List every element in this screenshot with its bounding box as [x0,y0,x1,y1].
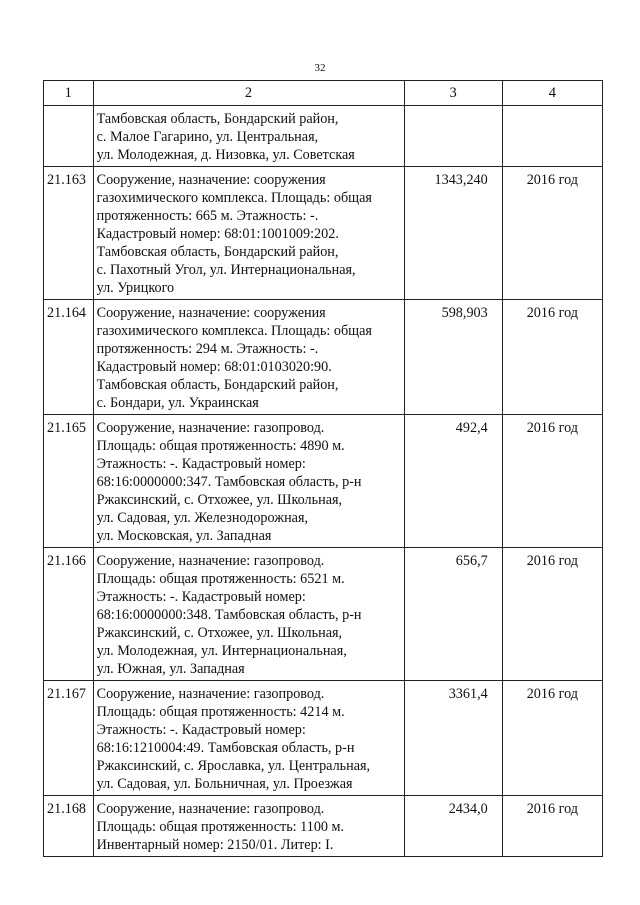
description-line: ул. Урицкого [96,280,175,296]
row-number: 21.168 [44,796,94,857]
description-line: ул. Садовая, ул. Железнодорожная, [96,510,309,526]
description-line: ул. Садовая, ул. Больничная, ул. Проезжая [96,776,353,792]
description-line: Сооружение, назначение: сооружения [96,172,326,188]
header-col-2: 2 [93,81,404,106]
description-line: с. Пахотный Угол, ул. Интернациональная, [96,262,356,278]
description-line: Ржаксинский, с. Ярославка, ул. Центральная, [96,758,371,774]
row-value: 1343,240 [404,167,502,300]
row-year: 2016 год [502,415,602,548]
row-description [93,106,404,167]
row-year: 2016 год [502,681,602,796]
description-line: Площадь: общая протяженность: 4214 м. [96,704,345,720]
description-line: 68:16:0000000:347. Тамбовская область, р-н [96,474,362,490]
row-number: 21.165 [44,415,94,548]
row-description [93,681,404,796]
row-description [93,548,404,681]
row-value: 492,4 [404,415,502,548]
description-line: Сооружение, назначение: газопровод. [96,686,325,702]
description-line: Ржаксинский, с. Отхожее, ул. Школьная, [96,625,343,641]
description-line: с. Бондари, ул. Украинская [96,395,259,411]
table-header-row [44,81,603,106]
table-row [44,167,603,300]
property-table [43,80,603,857]
description-line: 68:16:1210004:49. Тамбовская область, р-н [96,740,355,756]
description-line: Тамбовская область, Бондарский район, [96,111,339,127]
description-line: 68:16:0000000:348. Тамбовская область, р-н [96,607,362,623]
row-number [44,106,94,167]
description-line: Площадь: общая протяженность: 1100 м. [96,819,345,835]
description-line: с. Малое Гагарино, ул. Центральная, [96,129,319,145]
description-line: Площадь: общая протяженность: 6521 м. [96,571,345,587]
description-line: Сооружение, назначение: газопровод. [96,801,325,817]
row-value: 598,903 [404,300,502,415]
row-description [93,167,404,300]
table-row [44,300,603,415]
description-line: газохимического комплекса. Площадь: общая [96,190,372,206]
row-year: 2016 год [502,300,602,415]
description-line: Этажность: -. Кадастровый номер: [96,722,306,738]
table-row [44,548,603,681]
description-line: Площадь: общая протяженность: 4890 м. [96,438,345,454]
description-line: Сооружение, назначение: газопровод. [96,553,325,569]
row-description [93,300,404,415]
row-year: 2016 год [502,167,602,300]
description-line: Ржаксинский, с. Отхожее, ул. Школьная, [96,492,343,508]
page-number: 32 [314,62,326,74]
table-row [44,106,603,167]
row-value: 656,7 [404,548,502,681]
description-line: ул. Молодежная, д. Низовка, ул. Советская [96,147,355,163]
row-number: 21.164 [44,300,94,415]
description-line: Этажность: -. Кадастровый номер: [96,589,306,605]
table-row [44,415,603,548]
description-line: Тамбовская область, Бондарский район, [96,377,339,393]
description-line: Сооружение, назначение: сооружения [96,305,326,321]
header-col-3: 3 [404,81,502,106]
table-row [44,681,603,796]
row-value: 3361,4 [404,681,502,796]
table-row [44,796,603,857]
description-line: протяженность: 294 м. Этажность: -. [96,341,319,357]
description-line: Этажность: -. Кадастровый номер: [96,456,306,472]
description-line: ул. Московская, ул. Западная [96,528,272,544]
description-line: ул. Южная, ул. Западная [96,661,245,677]
row-value: 2434,0 [404,796,502,857]
description-line: Тамбовская область, Бондарский район, [96,244,339,260]
row-number: 21.167 [44,681,94,796]
description-line: Сооружение, назначение: газопровод. [96,420,325,436]
row-year [502,106,602,167]
description-line: Инвентарный номер: 2150/01. Литер: I. [96,837,334,853]
description-line: Кадастровый номер: 68:01:1001009:202. [96,226,339,242]
description-line: Кадастровый номер: 68:01:0103020:90. [96,359,332,375]
description-line: газохимического комплекса. Площадь: общая [96,323,372,339]
row-description [93,415,404,548]
row-number: 21.163 [44,167,94,300]
row-number: 21.166 [44,548,94,681]
row-value [404,106,502,167]
row-year: 2016 год [502,548,602,681]
header-col-1: 1 [44,81,94,106]
description-line: протяженность: 665 м. Этажность: -. [96,208,319,224]
description-line: ул. Молодежная, ул. Интернациональная, [96,643,347,659]
header-col-4: 4 [502,81,602,106]
row-year: 2016 год [502,796,602,857]
row-description [93,796,404,857]
